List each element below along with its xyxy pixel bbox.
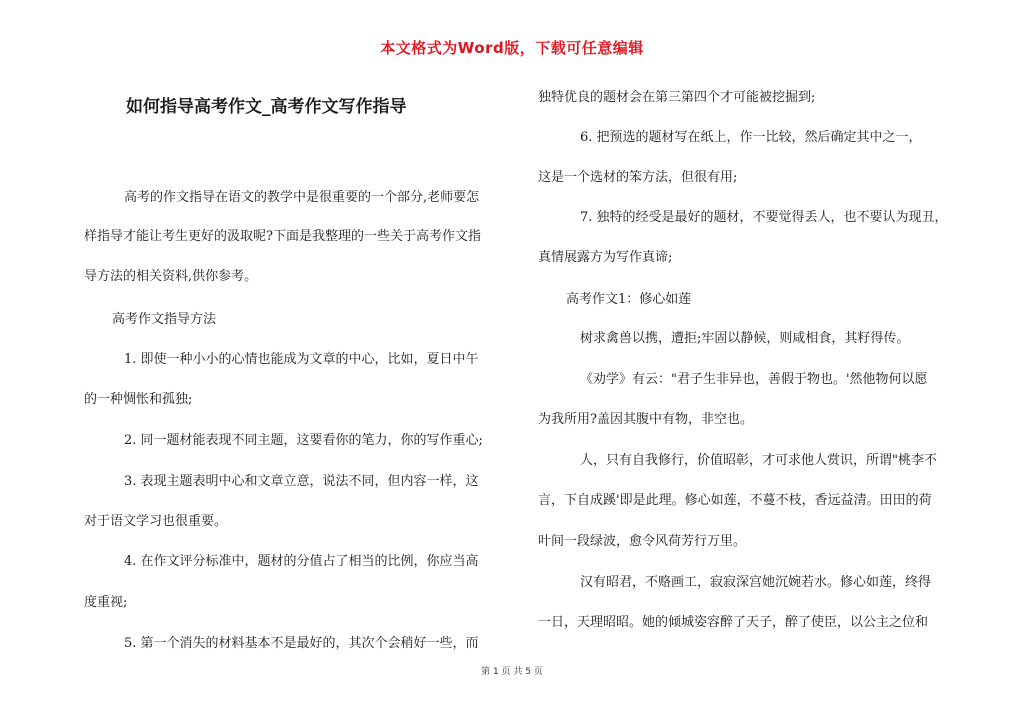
text-line: 高考的作文指导在语文的教学中是很重要的一个部分,老师要怎	[124, 190, 480, 205]
text-line: 2. 同一题材能表现不同主题，这要看你的笔力，你的写作重心;	[124, 433, 483, 448]
text-line: 的一种惆怅和孤独;	[84, 392, 193, 407]
section-heading: 高考作文指导方法	[112, 312, 217, 327]
text-line: 叶间一段绿波，愈令风荷芳行万里。	[538, 534, 747, 549]
text-line: 树求禽兽以携，遭拒;牢固以静候，则咸相食，其籽得传。	[580, 331, 910, 346]
text-line: 言，下自成蹊'即是此理。修心如莲，不蔓不枝，香远益清。田田的荷	[538, 493, 932, 508]
text-line: 对于语文学习也很重要。	[84, 514, 228, 529]
text-line: 人，只有自我修行，价值昭彰，才可求他人赏识，所谓"桃李不	[580, 453, 937, 468]
text-line: 5. 第一个消失的材料基本不是最好的，其次个会稍好一些，而	[124, 636, 479, 651]
text-line: 1. 即使一种小小的心情也能成为文章的中心，比如，夏日中午	[124, 352, 479, 367]
text-line: 这是一个选材的笨方法，但很有用;	[538, 170, 738, 185]
text-line: 导方法的相关资料,供你参考。	[84, 269, 258, 284]
text-line: 《劝学》有云："君子生非异也，善假于物也。'然他物何以愿	[580, 372, 928, 387]
page-number: 第 1 页 共 5 页	[481, 667, 543, 677]
text-line: 真情展露方为写作真谛;	[538, 250, 673, 265]
text-line: 一日，天理昭昭。她的倾城姿容醉了天子，醉了使臣，以公主之位和	[538, 615, 929, 630]
text-line: 独特优良的题材会在第三第四个才可能被挖掘到;	[538, 90, 816, 105]
text-line: 4. 在作文评分标准中，题材的分值占了相当的比例，你应当高	[124, 554, 479, 569]
text-line: 度重视;	[84, 595, 128, 610]
text-line: 6. 把预选的题材写在纸上，作一比较，然后确定其中之一，	[580, 130, 922, 145]
section-heading: 高考作文1：修心如莲	[566, 292, 692, 307]
document-title: 如何指导高考作文_高考作文写作指导	[126, 97, 407, 117]
text-line: 样指导才能让考生更好的汲取呢?下面是我整理的一些关于高考作文指	[84, 229, 481, 244]
text-line: 3. 表现主题表明中心和文章立意，说法不同，但内容一样，这	[124, 474, 479, 489]
text-line: 汉有昭君，不赂画工，寂寂深宫她沉婉若水。修心如莲，终得	[580, 575, 932, 590]
text-line: 为我所用?盖因其腹中有物，非空也。	[538, 412, 753, 427]
text-line: 7. 独特的经受是最好的题材，不要觉得丢人，也不要认为现丑，	[580, 210, 948, 225]
edit-banner: 本文格式为Word版，下载可任意编辑	[380, 39, 644, 57]
